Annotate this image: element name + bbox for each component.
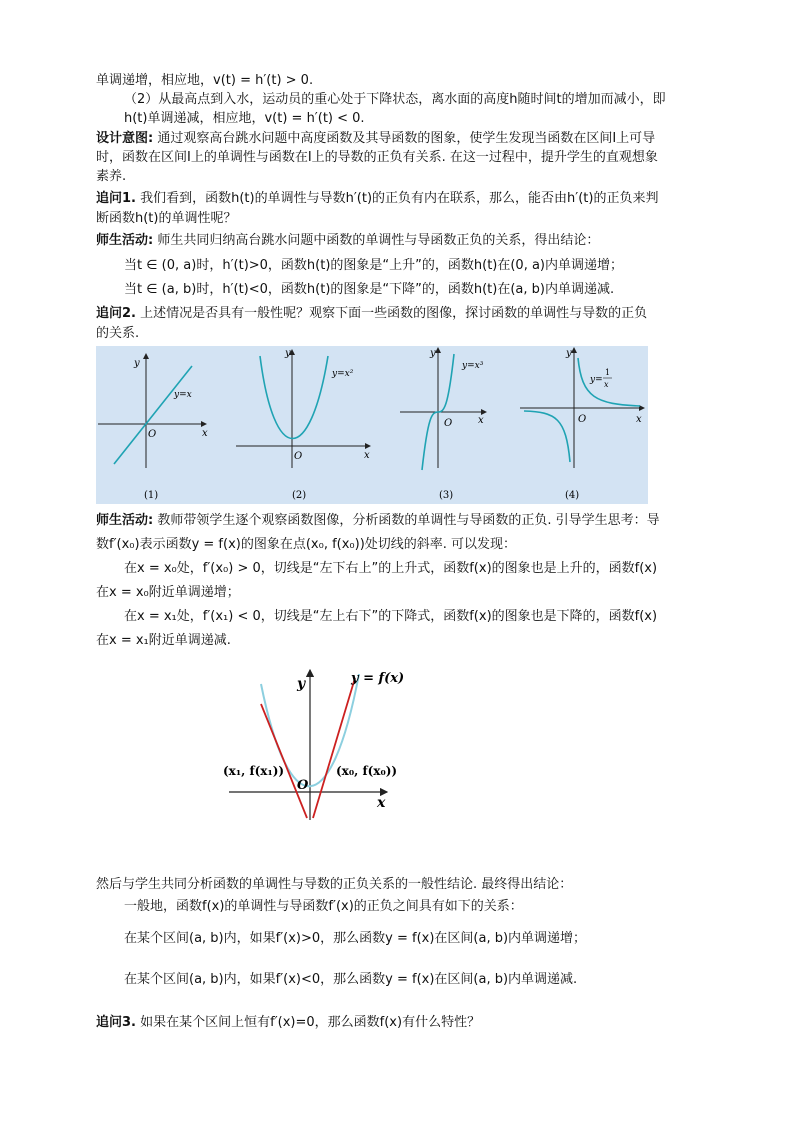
text-span: 我们看到，函数h(t)的单调性与导数h′(t)的正负有内在联系，那么，能否由h′(t)的正负来判	[140, 191, 659, 206]
function-label-denominator: x	[604, 380, 609, 389]
y-axis-label: y	[134, 358, 140, 369]
followup-2-label: 追问2.	[96, 306, 136, 321]
origin-label: O	[148, 429, 157, 440]
activity-2-label: 师生活动:	[96, 513, 154, 528]
origin-label: O	[297, 778, 309, 793]
origin-label: O	[578, 414, 587, 425]
graph-caption: (4)	[565, 490, 580, 501]
text-line: 在x = x₀附近单调递增；	[96, 585, 240, 600]
y-axis-label: y	[297, 676, 306, 692]
text-span: 教师带领学生逐个观察函数图像，分析函数的单调性与导函数的正负. 引导学生思考：导	[157, 513, 660, 528]
conclusion-decreasing: 在某个区间(a, b)内，如果f′(x)<0，那么函数y = f(x)在区间(a, b)内单调递减.	[124, 972, 578, 987]
x-axis-label: x	[202, 428, 208, 439]
graph-caption: (1)	[144, 490, 159, 501]
graph-caption: (3)	[439, 490, 454, 501]
design-intent-label: 设计意图:	[96, 131, 154, 146]
point-x1-label: (x₁, f(x₁))	[223, 764, 285, 778]
followup-3-label: 追问3.	[96, 1015, 136, 1030]
text-line: 当t ∈ (0, a)时，h′(t)>0，函数h(t)的图象是“上升”的，函数h(t)在(0, a)内单调递增；	[124, 258, 624, 273]
x-axis-label: x	[364, 450, 370, 461]
origin-label: O	[294, 451, 303, 462]
text-line: 在x = x₀处，f′(x₀) > 0，切线是“左下右上”的上升式，函数f(x)的图象也是上升的，函数f(x)	[124, 561, 658, 576]
tangent-line-figure	[215, 662, 415, 824]
text-span: 上述情况是否具有一般性呢？观察下面一些函数的图像，探讨函数的单调性与导数的正负	[140, 306, 648, 321]
function-label: y=x²	[332, 369, 354, 379]
function-label: y = f(x)	[351, 671, 405, 686]
y-axis-label: y	[285, 348, 291, 359]
y-axis-label: y	[430, 348, 436, 359]
activity-1-label: 师生活动:	[96, 233, 154, 248]
function-label-numerator: 1	[605, 368, 611, 377]
activity-2-line	[96, 512, 660, 530]
design-intent-line	[96, 130, 655, 148]
text-line: 单调递增，相应地，v(t) = h′(t) > 0.	[96, 73, 314, 88]
followup-1-label: 追问1.	[96, 191, 136, 206]
text-line: 当t ∈ (a, b)时，h′(t)<0，函数h(t)的图象是“下降”的，函数h(t)在(a, b)内单调递减.	[124, 282, 615, 297]
text-line: 时，函数在区间I上的单调性与函数在I上的导数的正负有关系. 在这一过程中，提升学生的直观想象	[96, 150, 658, 165]
function-label-prefix: y=	[590, 375, 603, 385]
conclusion-increasing: 在某个区间(a, b)内，如果f′(x)>0，那么函数y = f(x)在区间(a, b)内单调递增；	[124, 931, 587, 946]
panel-background	[96, 346, 648, 504]
text-span: 师生共同归纳高台跳水问题中函数的单调性与导函数正负的关系，得出结论：	[157, 233, 600, 248]
text-span: 通过观察高台跳水问题中高度函数及其导函数的图象，使学生发现当函数在区间I上可导	[157, 131, 656, 146]
text-line: h(t)单调递减，相应地，v(t) = h′(t) < 0.	[124, 111, 365, 126]
tangent-left	[261, 704, 307, 818]
function-label: y=x	[174, 390, 192, 400]
text-line: 数f′(x₀)表示函数y = f(x)的图象在点(x₀, f(x₀))处切线的斜率. 可以发现：	[96, 537, 517, 552]
graph-caption: (2)	[292, 490, 307, 501]
followup-1-line	[96, 190, 658, 208]
text-line: （2）从最高点到入水，运动员的重心处于下降状态，离水面的高度h随时间t的增加而减小，即	[124, 92, 666, 107]
text-line: 的关系.	[96, 326, 140, 341]
function-graphs-panel	[96, 346, 648, 504]
x-axis-label: x	[377, 795, 386, 811]
y-axis-label: y	[566, 348, 572, 359]
text-line: 在x = x₁附近单调递减.	[96, 633, 231, 648]
text-line: 一般地，函数f(x)的单调性与导函数f′(x)的正负之间具有如下的关系：	[124, 899, 523, 914]
tangent-right	[313, 678, 355, 818]
text-span: 如果在某个区间上恒有f′(x)=0，那么函数f(x)有什么特性？	[140, 1015, 481, 1030]
text-line: 然后与学生共同分析函数的单调性与导数的正负关系的一般性结论. 最终得出结论：	[96, 877, 573, 892]
function-label: y=x³	[462, 361, 484, 371]
text-line: 素养.	[96, 169, 127, 184]
activity-1-line	[96, 232, 599, 250]
x-axis-label: x	[478, 415, 484, 426]
point-x0-label: (x₀, f(x₀))	[336, 764, 398, 778]
text-line: 断函数h(t)的单调性呢？	[96, 211, 237, 226]
followup-2-line	[96, 305, 647, 323]
origin-label: O	[444, 418, 453, 429]
text-line: 在x = x₁处，f′(x₁) < 0，切线是“左上右下”的下降式，函数f(x)的图象也是下降的，函数f(x)	[124, 609, 658, 624]
x-axis-label: x	[636, 414, 642, 425]
followup-3-line	[96, 1014, 480, 1032]
